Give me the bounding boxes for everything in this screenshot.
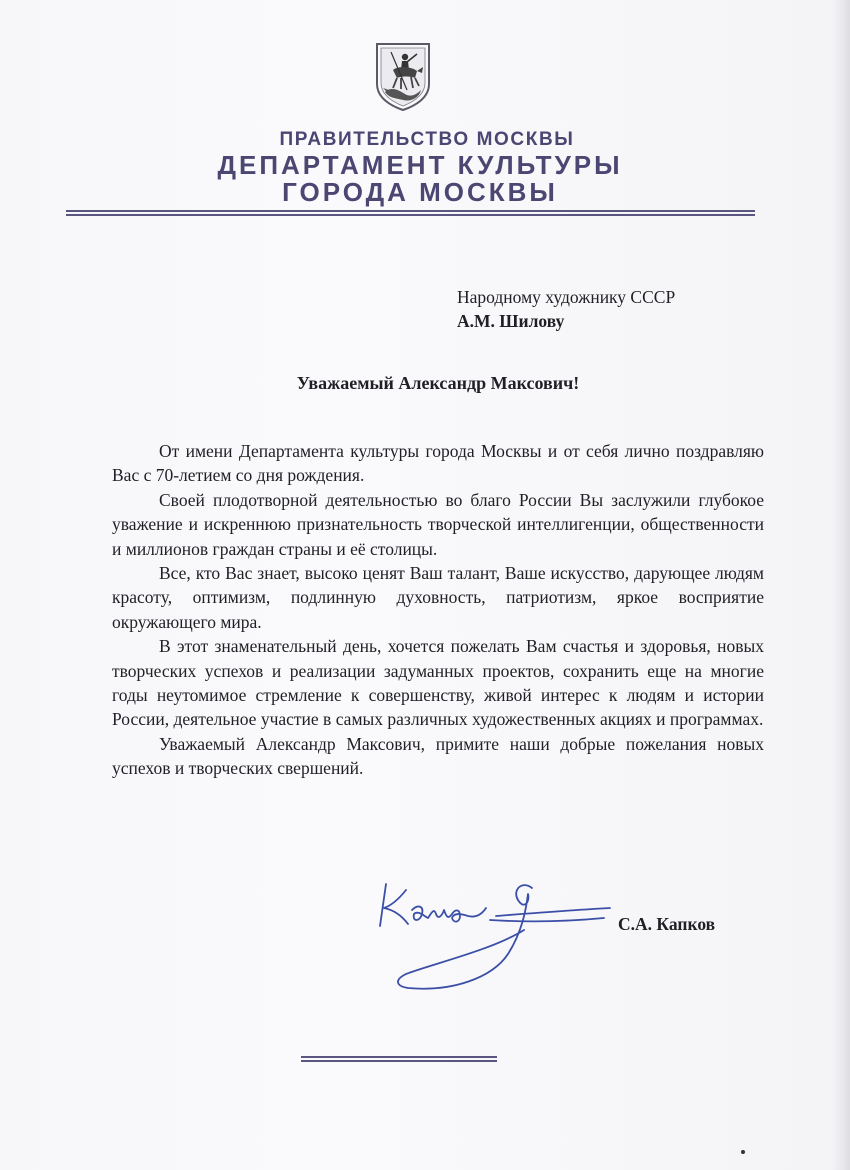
addressee-name: А.М. Шилову: [457, 311, 565, 331]
paper-edge-shadow: [832, 0, 850, 1170]
letterhead: [120, 128, 720, 206]
addressee-block: [457, 285, 675, 333]
body-paragraph: От имени Департамента культуры города Москвы и от себя лично поздравляю Вас с 70-летием со дня рождения.: [112, 441, 764, 486]
government-title: ПРАВИТЕЛЬСТВО МОСКВЫ: [279, 129, 575, 150]
moscow-coat-of-arms-icon: [371, 40, 435, 112]
paper-speck: [741, 1150, 745, 1154]
handwritten-signature: [372, 870, 632, 995]
letterhead-divider: [66, 210, 755, 216]
department-title-line2: ГОРОДА МОСКВЫ: [282, 177, 558, 207]
body-paragraph: Уважаемый Александр Максович, примите наши добрые пожелания новых успехов и творческих свершений.: [112, 733, 764, 779]
body-paragraph: В этот знаменательный день, хочется пожелать Вам счастья и здоровья, новых творческих успехов и реализации задуманных проектов, сохранить еще на многие годы неутомимое стремление к совершенству, живой интерес к людям и истории России, деятельное участие в самых различных художественных акциях и программах.: [112, 636, 764, 730]
body-paragraph: Своей плодотворной деятельностью во благо России Вы заслужили глубокое уважение и искреннюю признательность творческой интеллигенции, общественности и миллионов граждан страны и её столицы.: [112, 489, 764, 559]
body-paragraph: Все, кто Вас знает, высоко ценят Ваш талант, Ваше искусство, дарующее людям красоту, оптимизм, подлинную духовность, патриотизм, яркое восприятие окружающего мира.: [112, 563, 764, 632]
department-title-line1: ДЕПАРТАМЕНТ КУЛЬТУРЫ: [217, 150, 623, 180]
letter-body: [112, 439, 764, 781]
footer-divider: [301, 1056, 497, 1062]
salutation: Уважаемый Александр Максович!: [296, 373, 580, 393]
addressee-title: Народному художнику СССР: [457, 287, 676, 307]
signer-name: С.А. Капков: [618, 914, 716, 934]
